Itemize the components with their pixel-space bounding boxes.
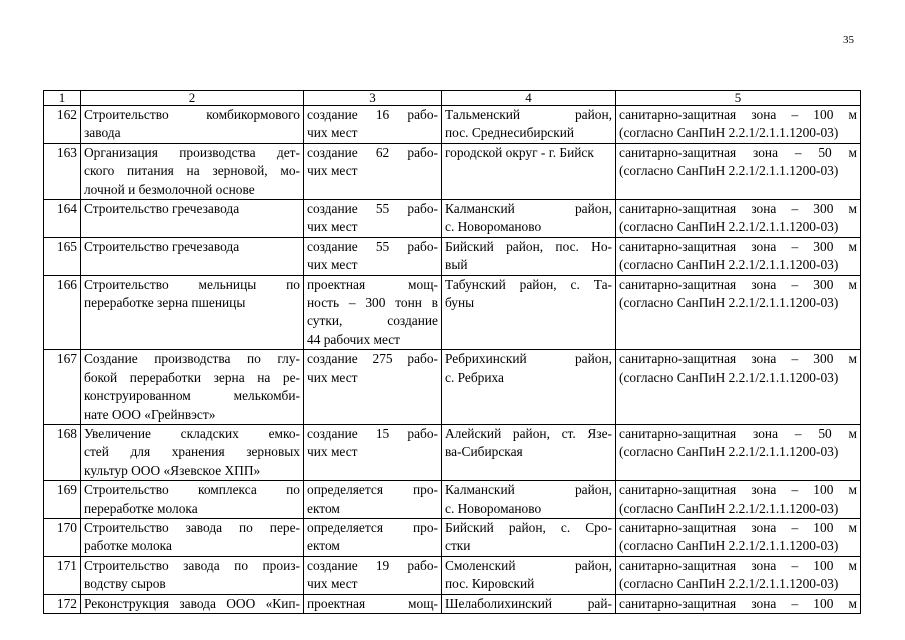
cell-line: чих мест <box>307 219 358 235</box>
cell-line: санитарно-защитная зона – 300 м <box>619 238 857 254</box>
cell-line: Табунский район, с. Та- <box>445 276 612 292</box>
cell-line: Строительство завода по произ- <box>84 557 300 573</box>
cell-line: буны <box>445 295 475 311</box>
cell-line: Строительство мельницы по <box>84 276 300 292</box>
cell-line: Создание производства по глу- <box>84 351 300 367</box>
cell-line: (согласно СанПиН 2.2.1/2.1.1.1200-03) <box>619 576 839 592</box>
cell-line: (согласно СанПиН 2.2.1/2.1.1.1200-03) <box>619 369 839 385</box>
project-effect-cell <box>304 237 442 275</box>
header-cell-effect: 3 <box>304 91 442 106</box>
project-effect-cell <box>304 106 442 144</box>
row-number: 169 <box>44 481 81 519</box>
cell-line: санитарно-защитная зона – 100 м <box>619 519 857 535</box>
cell-line: (согласно СанПиН 2.2.1/2.1.1.1200-03) <box>619 257 839 273</box>
cell-line: стки <box>445 538 471 554</box>
sanitary-zone-cell <box>616 350 861 425</box>
cell-line: с. Ребриха <box>445 369 504 385</box>
cell-line: Тальменский район, <box>445 107 612 122</box>
sanitary-zone-cell <box>616 106 861 144</box>
location-cell <box>442 481 616 519</box>
cell-line: Строительство комплекса по <box>84 482 300 498</box>
row-number: 171 <box>44 556 81 594</box>
location-cell <box>442 350 616 425</box>
cell-line: чих мест <box>307 163 358 179</box>
cell-line: конструированном мелькомби- <box>84 388 300 404</box>
header-cell-number: 1 <box>44 91 81 106</box>
cell-line: Реконструкция завода ООО «Кип- <box>84 595 300 611</box>
sanitary-zone-cell <box>616 481 861 519</box>
sanitary-zone-cell <box>616 424 861 480</box>
table-row <box>44 106 861 144</box>
table-row <box>44 424 861 480</box>
cell-line: ектом <box>307 500 340 516</box>
location-cell <box>442 594 616 613</box>
cell-line: Шелаболихинский рай- <box>445 595 612 611</box>
project-name-cell <box>81 106 304 144</box>
sanitary-zone-cell <box>616 237 861 275</box>
cell-line: ва-Сибирская <box>445 444 523 460</box>
table-row <box>44 200 861 238</box>
cell-line: завода <box>84 125 121 141</box>
location-cell <box>442 106 616 144</box>
row-number: 162 <box>44 106 81 144</box>
cell-line: (согласно СанПиН 2.2.1/2.1.1.1200-03) <box>619 163 839 179</box>
cell-line: определяется про- <box>307 519 438 535</box>
cell-line: городской округ - г. Бийск <box>445 144 594 160</box>
cell-line: создание 275 рабо- <box>307 351 438 367</box>
table-header-row <box>44 91 861 106</box>
cell-line: пос. Кировский <box>445 576 535 592</box>
row-number: 172 <box>44 594 81 613</box>
cell-line: (согласно СанПиН 2.2.1/2.1.1.1200-03) <box>619 538 839 554</box>
row-number: 167 <box>44 350 81 425</box>
project-name-cell <box>81 556 304 594</box>
cell-line: санитарно-защитная зона – 100 м <box>619 107 857 122</box>
cell-line: водству сыров <box>84 576 166 592</box>
cell-line: чих мест <box>307 576 358 592</box>
location-cell <box>442 200 616 238</box>
location-cell <box>442 518 616 556</box>
cell-line: нате ООО «Грейнвэст» <box>84 406 216 422</box>
cell-line: проектная мощ- <box>307 595 438 611</box>
cell-line: (согласно СанПиН 2.2.1/2.1.1.1200-03) <box>619 219 839 235</box>
cell-line: санитарно-защитная зона – 100 м <box>619 557 857 573</box>
location-cell <box>442 143 616 199</box>
cell-line: создание 62 рабо- <box>307 144 438 160</box>
project-effect-cell <box>304 143 442 199</box>
cell-line: (согласно СанПиН 2.2.1/2.1.1.1200-03) <box>619 444 839 460</box>
cell-line: санитарно-защитная зона – 50 м <box>619 425 857 441</box>
location-cell <box>442 424 616 480</box>
header-cell-location: 4 <box>442 91 616 106</box>
project-name-cell <box>81 143 304 199</box>
projects-table <box>43 90 861 614</box>
project-name-cell <box>81 200 304 238</box>
cell-line: Строительство комбикормового <box>84 107 300 122</box>
cell-line: Строительство гречезавода <box>84 238 240 254</box>
project-name-cell <box>81 275 304 350</box>
cell-line: создание 55 рабо- <box>307 201 438 217</box>
table-row <box>44 518 861 556</box>
cell-line: Бийский район, с. Сро- <box>445 519 612 535</box>
cell-line: лочной и безмолочной основе <box>84 181 255 197</box>
cell-line: ектом <box>307 538 340 554</box>
page-number: 35 <box>843 34 854 46</box>
table-row <box>44 481 861 519</box>
project-effect-cell <box>304 200 442 238</box>
cell-line: 44 рабочих мест <box>307 331 401 347</box>
project-effect-cell <box>304 518 442 556</box>
cell-line: культур ООО «Язевское ХПП» <box>84 462 261 478</box>
cell-line: определяется про- <box>307 482 438 498</box>
cell-line: санитарно-защитная зона – 300 м <box>619 351 857 367</box>
cell-line: бокой переработки зерна на ре- <box>84 369 300 385</box>
table-row <box>44 143 861 199</box>
row-number: 164 <box>44 200 81 238</box>
header-cell-zone: 5 <box>616 91 861 106</box>
project-effect-cell <box>304 481 442 519</box>
cell-line: Бийский район, пос. Но- <box>445 238 612 254</box>
cell-line: стей для хранения зерновых <box>84 444 300 460</box>
project-effect-cell <box>304 350 442 425</box>
cell-line: с. Новороманово <box>445 500 542 516</box>
project-name-cell <box>81 481 304 519</box>
location-cell <box>442 275 616 350</box>
cell-line: (согласно СанПиН 2.2.1/2.1.1.1200-03) <box>619 295 839 311</box>
cell-line: чих мест <box>307 125 358 141</box>
cell-line: создание 16 рабо- <box>307 107 438 122</box>
row-number: 163 <box>44 143 81 199</box>
cell-line: создание 15 рабо- <box>307 425 438 441</box>
sanitary-zone-cell <box>616 200 861 238</box>
cell-line: переработке молока <box>84 500 198 516</box>
table-row <box>44 556 861 594</box>
cell-line: создание 19 рабо- <box>307 557 438 573</box>
cell-line: ского питания на зерновой, мо- <box>84 163 300 179</box>
table-row <box>44 275 861 350</box>
project-effect-cell <box>304 424 442 480</box>
cell-line: санитарно-защитная зона – 50 м <box>619 144 857 160</box>
cell-line: переработке зерна пшеницы <box>84 295 246 311</box>
cell-line: пос. Среднесибирский <box>445 125 575 141</box>
project-name-cell <box>81 350 304 425</box>
row-number: 166 <box>44 275 81 350</box>
project-name-cell <box>81 518 304 556</box>
cell-line: чих мест <box>307 444 358 460</box>
table-row <box>44 350 861 425</box>
project-effect-cell <box>304 556 442 594</box>
cell-line: с. Новороманово <box>445 219 542 235</box>
sanitary-zone-cell <box>616 143 861 199</box>
project-name-cell <box>81 424 304 480</box>
table-row <box>44 594 861 613</box>
table-row <box>44 237 861 275</box>
cell-line: санитарно-защитная зона – 100 м <box>619 482 857 498</box>
project-effect-cell <box>304 594 442 613</box>
project-effect-cell <box>304 275 442 350</box>
cell-line: Калманский район, <box>445 482 612 498</box>
sanitary-zone-cell <box>616 275 861 350</box>
sanitary-zone-cell <box>616 518 861 556</box>
cell-line: Строительство завода по пере- <box>84 519 300 535</box>
cell-line: Калманский район, <box>445 201 612 217</box>
cell-line: санитарно-защитная зона – 300 м <box>619 201 857 217</box>
cell-line: создание 55 рабо- <box>307 238 438 254</box>
cell-line: вый <box>445 257 468 273</box>
cell-line: Организация производства дет- <box>84 144 300 160</box>
cell-line: Смоленский район, <box>445 557 612 573</box>
sanitary-zone-cell <box>616 594 861 613</box>
header-cell-name: 2 <box>81 91 304 106</box>
cell-line: Алейский район, ст. Язе- <box>445 425 612 441</box>
project-name-cell <box>81 594 304 613</box>
cell-line: Ребрихинский район, <box>445 351 612 367</box>
project-name-cell <box>81 237 304 275</box>
cell-line: Увеличение складских емко- <box>84 425 300 441</box>
cell-line: Строительство гречезавода <box>84 201 240 217</box>
cell-line: чих мест <box>307 257 358 273</box>
row-number: 168 <box>44 424 81 480</box>
cell-line: санитарно-защитная зона – 100 м <box>619 595 857 611</box>
cell-line: (согласно СанПиН 2.2.1/2.1.1.1200-03) <box>619 125 839 141</box>
row-number: 165 <box>44 237 81 275</box>
cell-line: ность – 300 тонн в <box>307 295 438 311</box>
location-cell <box>442 237 616 275</box>
cell-line: чих мест <box>307 369 358 385</box>
cell-line: санитарно-защитная зона – 300 м <box>619 276 857 292</box>
cell-line: (согласно СанПиН 2.2.1/2.1.1.1200-03) <box>619 500 839 516</box>
sanitary-zone-cell <box>616 556 861 594</box>
cell-line: сутки, создание <box>307 313 438 329</box>
location-cell <box>442 556 616 594</box>
cell-line: проектная мощ- <box>307 276 438 292</box>
row-number: 170 <box>44 518 81 556</box>
cell-line: работке молока <box>84 538 172 554</box>
